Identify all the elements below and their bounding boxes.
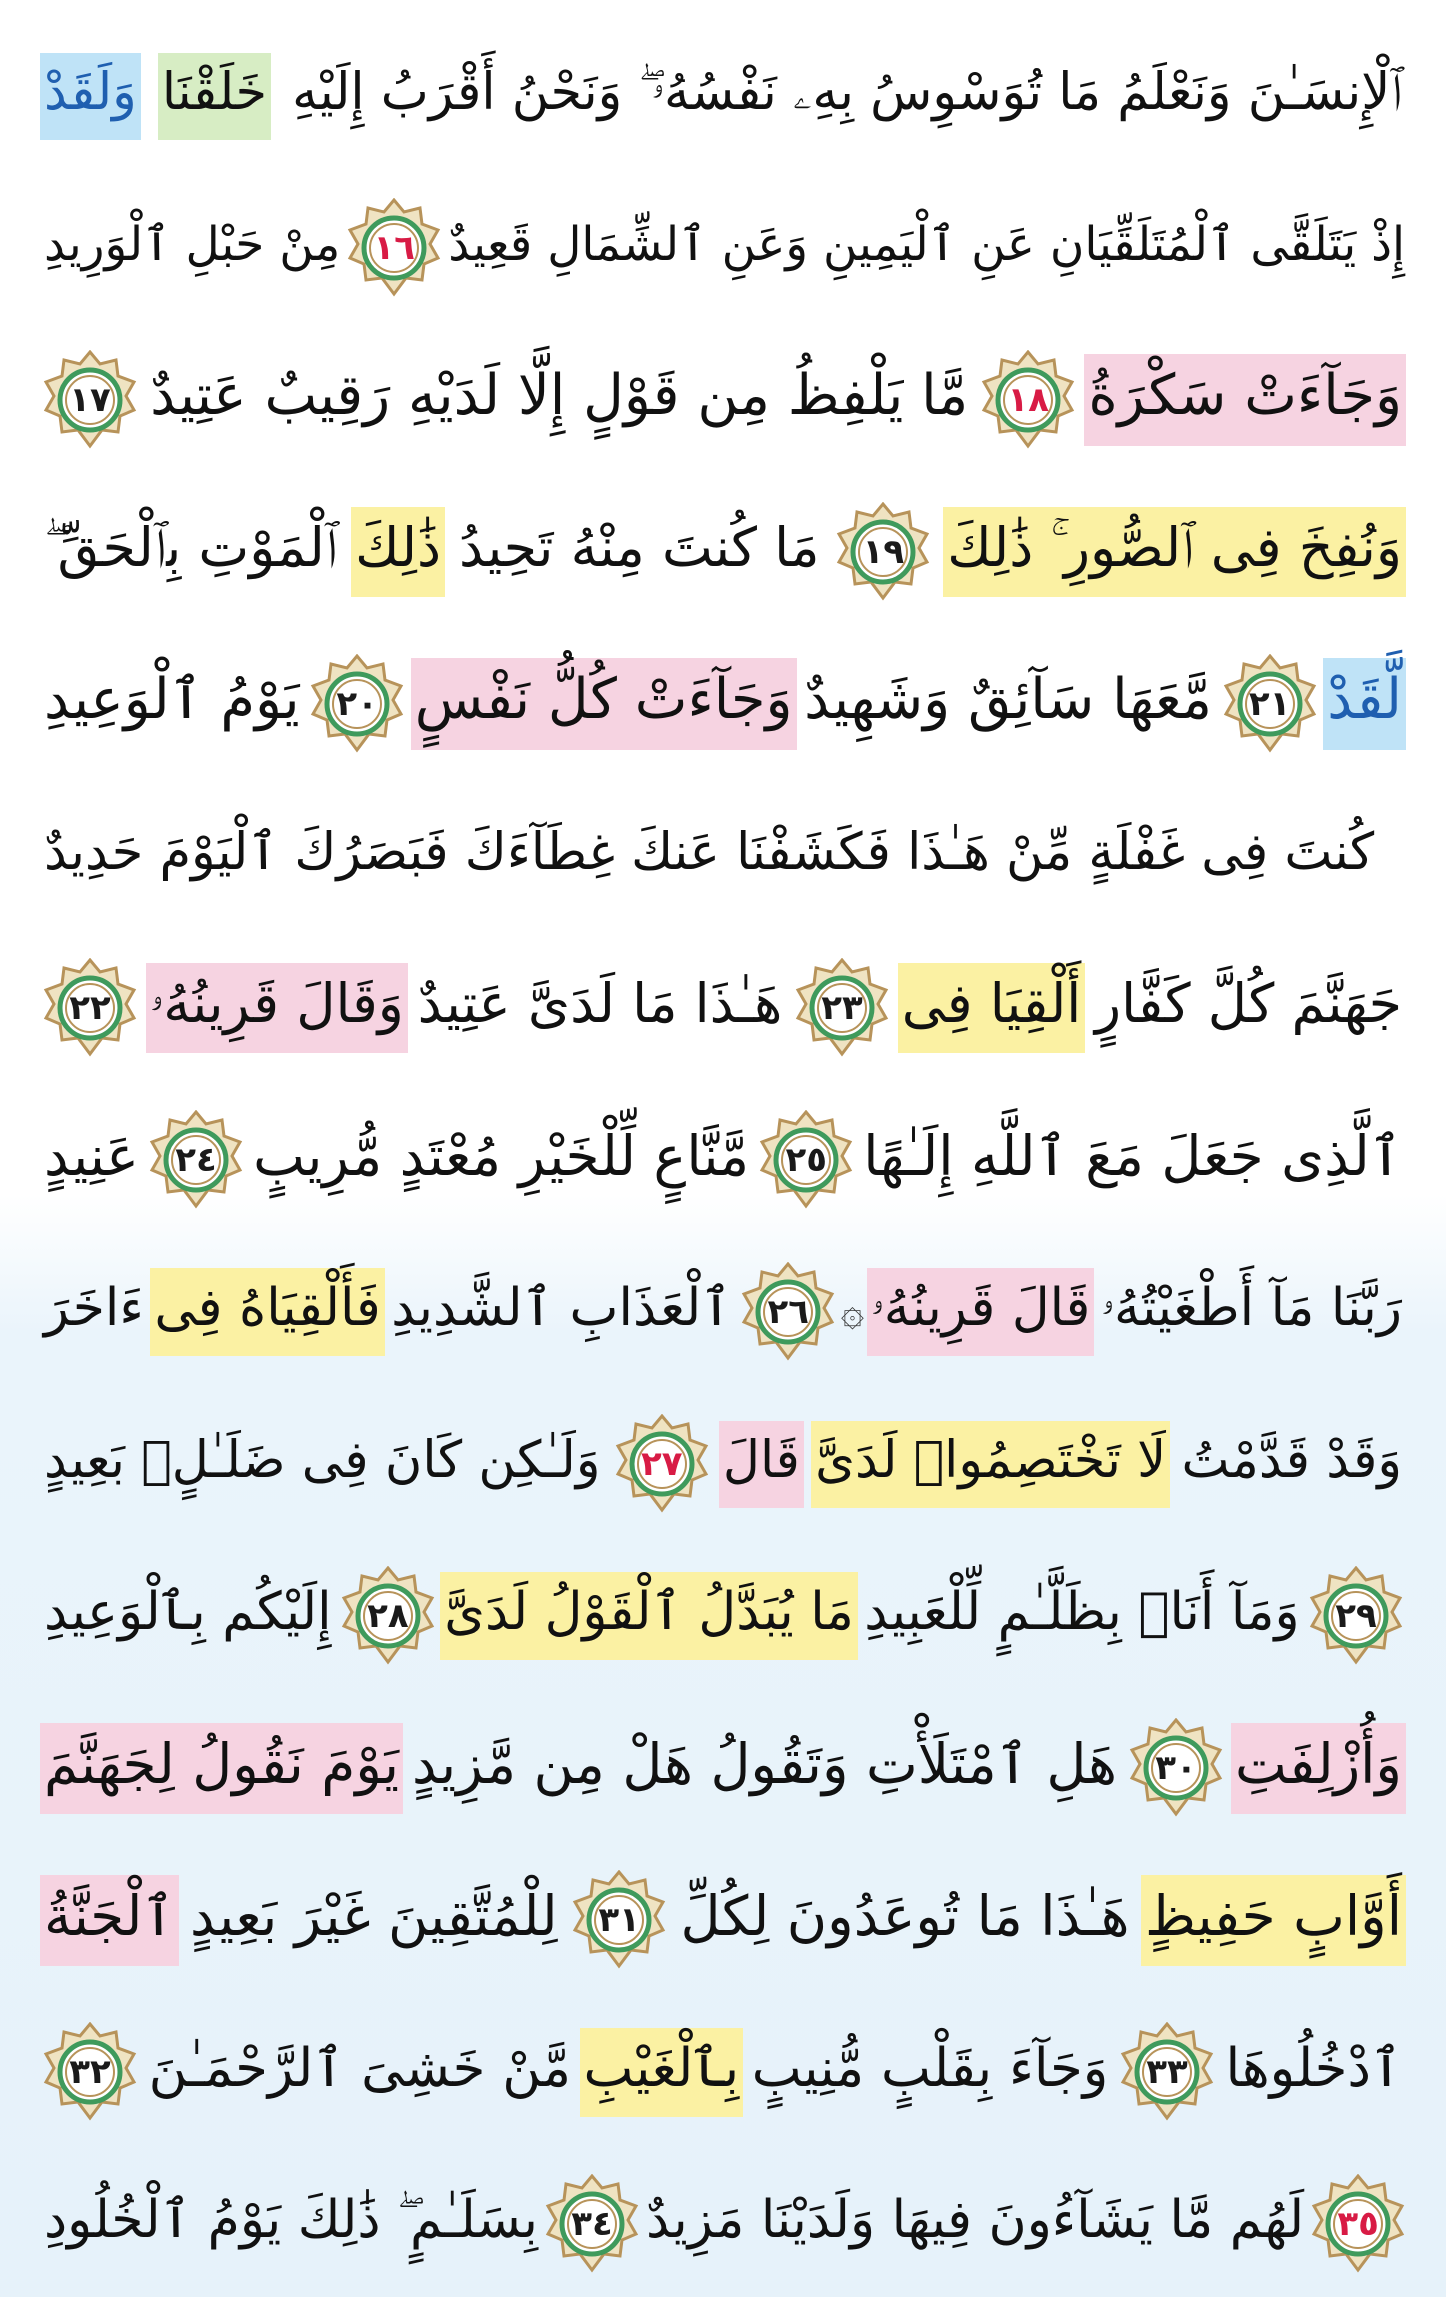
ayah-number: ١٧ xyxy=(69,380,111,420)
highlighted-phrase: لَا تَخْتَصِمُوا۟ لَدَىَّ xyxy=(811,1421,1170,1508)
ayah-end-marker-icon xyxy=(1220,654,1320,754)
verse-text: وَلَـٰكِن كَانَ فِى ضَلَـٰلٍۭ بَعِيدٍ xyxy=(44,1430,601,1490)
ayah-number: ٢١ xyxy=(1248,684,1291,724)
ayah-number: ١٦ xyxy=(373,228,416,268)
ayah-end-marker-icon xyxy=(146,1110,246,1210)
highlighted-phrase: قَالَ قَرِينُهُۥ xyxy=(867,1268,1095,1356)
rub-el-hizb-icon: ۞ xyxy=(840,1289,865,1335)
ayah-number: ٣٥ xyxy=(1337,2204,1379,2244)
text-line xyxy=(40,1388,1406,1540)
ayah-number: ٢٥ xyxy=(785,1140,827,1180)
ayah-number: ٢٤ xyxy=(175,1140,217,1180)
ayah-end-marker-icon xyxy=(542,2174,642,2274)
text-line xyxy=(40,1540,1406,1692)
ayah-number: ٢٠ xyxy=(336,684,378,724)
verse-text: هَلِ ٱمْتَلَأْتِ وَتَقُولُ هَلْ مِن مَّزِيدٍ xyxy=(412,1731,1118,1796)
verse-text: هَـٰذَا مَا تُوعَدُونَ لِكُلِّ xyxy=(680,1883,1130,1948)
ayah-end-marker-icon xyxy=(40,2022,140,2122)
verse-text: عَنِيدٍ xyxy=(44,1123,139,1188)
highlighted-phrase: وَجَآءَتْ كُلُّ نَفْسٍ xyxy=(411,658,797,750)
ayah-number: ١٨ xyxy=(1007,380,1050,420)
verse-text: وَجَآءَ بِقَلْبٍ مُّنِيبٍ xyxy=(751,2037,1109,2099)
verse-text: بِسَلَـٰمٍ ۖ ذَٰلِكَ يَوْمُ ٱلْخُلُودِ xyxy=(44,2190,538,2250)
verse-text: ٱلْعَذَابِ ٱلشَّدِيدِ xyxy=(391,1278,732,1338)
verse-text: وَقَدْ قَدَّمْتُ xyxy=(1181,1430,1402,1490)
ayah-number: ٢٣ xyxy=(821,988,863,1028)
ayah-end-marker-icon xyxy=(40,350,140,450)
highlighted-phrase: فَأَلْقِيَاهُ فِى xyxy=(150,1268,384,1356)
verse-text: لِلْمُتَّقِينَ غَيْرَ بَعِيدٍ xyxy=(190,1883,558,1948)
verse-text: ٱلْإِنسَـٰنَ وَنَعْلَمُ مَا تُوَسْوِسُ بِهِۦ نَفْسُهُۥ ۖ وَنَحْنُ أَقْرَبُ إِلَيْهِ xyxy=(292,62,1402,122)
highlighted-phrase: أَوَّابٍ حَفِيظٍ xyxy=(1141,1875,1406,1966)
ayah-end-marker-icon xyxy=(307,654,407,754)
ayah-number: ٢٨ xyxy=(367,1596,409,1636)
verse-text: وَمَآ أَنَا۠ بِظَلَّـٰمٍ لِّلْعَبِيدِ xyxy=(864,1582,1300,1642)
ayah-end-marker-icon xyxy=(833,502,933,602)
verse-text: مَّنَّاعٍ لِّلْخَيْرِ مُعْتَدٍ مُّرِيبٍ xyxy=(253,1123,750,1188)
highlighted-phrase: وَنُفِخَ فِى ٱلصُّورِ ۚ ذَٰلِكَ xyxy=(943,507,1406,597)
verse-text: هَـٰذَا مَا لَدَىَّ عَتِيدٌ xyxy=(417,972,783,1035)
highlighted-phrase: وَقَالَ قَرِينُهُۥ xyxy=(146,963,408,1053)
text-line xyxy=(40,1692,1406,1844)
text-line xyxy=(40,476,1406,628)
verse-text: كُنتَ فِى غَفْلَةٍ مِّنْ هَـٰذَا فَكَشَفْنَا عَنكَ غِطَآءَكَ فَبَصَرُكَ ٱلْيَوْمَ حَدِيدٌ xyxy=(44,822,1375,882)
ayah-number: ٢٧ xyxy=(640,1444,683,1484)
ayah-end-marker-icon xyxy=(1306,1566,1406,1666)
text-line xyxy=(40,932,1406,1084)
ayah-end-marker-icon xyxy=(1126,1718,1226,1818)
verse-text: ٱدْخُلُوهَا xyxy=(1225,2037,1402,2099)
highlighted-phrase: ٱلْجَنَّةُ xyxy=(40,1875,179,1966)
ayah-end-marker-icon xyxy=(612,1414,712,1514)
ayah-end-marker-icon xyxy=(792,958,892,1058)
ayah-number: ٣٠ xyxy=(1155,1748,1197,1788)
ayah-number: ٣١ xyxy=(598,1900,640,1940)
highlighted-phrase: وَجَآءَتْ سَكْرَةُ xyxy=(1084,354,1406,446)
ayah-end-marker-icon xyxy=(738,1262,838,1362)
verse-text: مَا كُنتَ مِنْهُ تَحِيدُ xyxy=(458,516,820,579)
highlighted-phrase: أَلْقِيَا فِى xyxy=(898,963,1086,1053)
verse-text: لَهُم مَّا يَشَآءُونَ فِيهَا وَلَدَيْنَا مَزِيدٌ xyxy=(645,2190,1305,2250)
ayah-number: ٣٣ xyxy=(1146,2052,1188,2092)
ayah-end-marker-icon xyxy=(569,1870,669,1970)
text-line xyxy=(40,780,1406,932)
text-line xyxy=(40,1844,1406,1996)
verse-text: مَّعَهَا سَآئِقٌ وَشَهِيدٌ xyxy=(804,667,1212,732)
highlighted-phrase: بِٱلْغَيْبِ xyxy=(580,2028,744,2117)
ayah-end-marker-icon xyxy=(40,958,140,1058)
verse-text: ءَاخَرَ xyxy=(44,1278,144,1338)
verse-text: ٱلْمَوْتِ بِٱلْحَقِّ ۖ xyxy=(44,516,338,579)
highlighted-phrase: وَلَقَدْ xyxy=(40,53,141,140)
ayah-number: ٢٢ xyxy=(69,988,111,1028)
verse-text: جَهَنَّمَ كُلَّ كَفَّارٍ xyxy=(1095,972,1402,1035)
highlighted-phrase: خَلَقْنَا xyxy=(158,53,271,140)
text-line xyxy=(40,324,1406,476)
ayah-end-marker-icon xyxy=(338,1566,438,1666)
ayah-number: ١٩ xyxy=(862,532,905,572)
text-line xyxy=(40,20,1406,172)
text-line xyxy=(40,628,1406,780)
text-line xyxy=(40,1084,1406,1236)
text-line xyxy=(40,2148,1406,2300)
text-line xyxy=(40,172,1406,324)
verse-text: مِنْ حَبْلِ ٱلْوَرِيدِ xyxy=(44,216,341,272)
verse-text: مَّا يَلْفِظُ مِن قَوْلٍ إِلَّا لَدَيْهِ رَقِيبٌ عَتِيدٌ xyxy=(150,363,969,428)
ayah-number: ٣٤ xyxy=(571,2204,613,2244)
ayah-end-marker-icon xyxy=(1308,2174,1408,2274)
ayah-end-marker-icon xyxy=(756,1110,856,1210)
text-line xyxy=(40,1236,1406,1388)
verse-text: مَّنْ خَشِىَ ٱلرَّحْمَـٰنَ xyxy=(148,2037,571,2099)
highlighted-phrase: ذَٰلِكَ xyxy=(351,507,445,597)
highlighted-phrase: يَوْمَ نَقُولُ لِجَهَنَّمَ xyxy=(40,1723,403,1814)
highlighted-phrase: لَّقَدْ xyxy=(1323,658,1406,750)
ayah-end-marker-icon xyxy=(978,350,1078,450)
ayah-end-marker-icon xyxy=(1117,2022,1217,2122)
verse-text: ٱلَّذِى جَعَلَ مَعَ ٱللَّهِ إِلَـٰهًا xyxy=(863,1123,1402,1188)
ayah-number: ٣٢ xyxy=(69,2052,111,2092)
highlighted-phrase: وَأُزْلِفَتِ xyxy=(1231,1723,1406,1814)
text-line xyxy=(40,1996,1406,2148)
highlighted-phrase: قَالَ xyxy=(719,1421,804,1508)
ayah-end-marker-icon xyxy=(344,198,444,298)
verse-text: إِذْ يَتَلَقَّى ٱلْمُتَلَقِّيَانِ عَنِ ٱلْيَمِينِ وَعَنِ ٱلشِّمَالِ قَعِيدٌ xyxy=(448,216,1406,272)
highlighted-phrase: مَا يُبَدَّلُ ٱلْقَوْلُ لَدَىَّ xyxy=(440,1572,858,1660)
ayah-number: ٢٩ xyxy=(1335,1596,1377,1636)
verse-text: يَوْمُ ٱلْوَعِيدِ xyxy=(44,667,300,732)
verse-text: إِلَيْكُم بِٱلْوَعِيدِ xyxy=(44,1582,332,1642)
ayah-number: ٢٦ xyxy=(767,1292,809,1332)
verse-text: رَبَّنَا مَآ أَطْغَيْتُهُۥ xyxy=(1100,1278,1402,1338)
